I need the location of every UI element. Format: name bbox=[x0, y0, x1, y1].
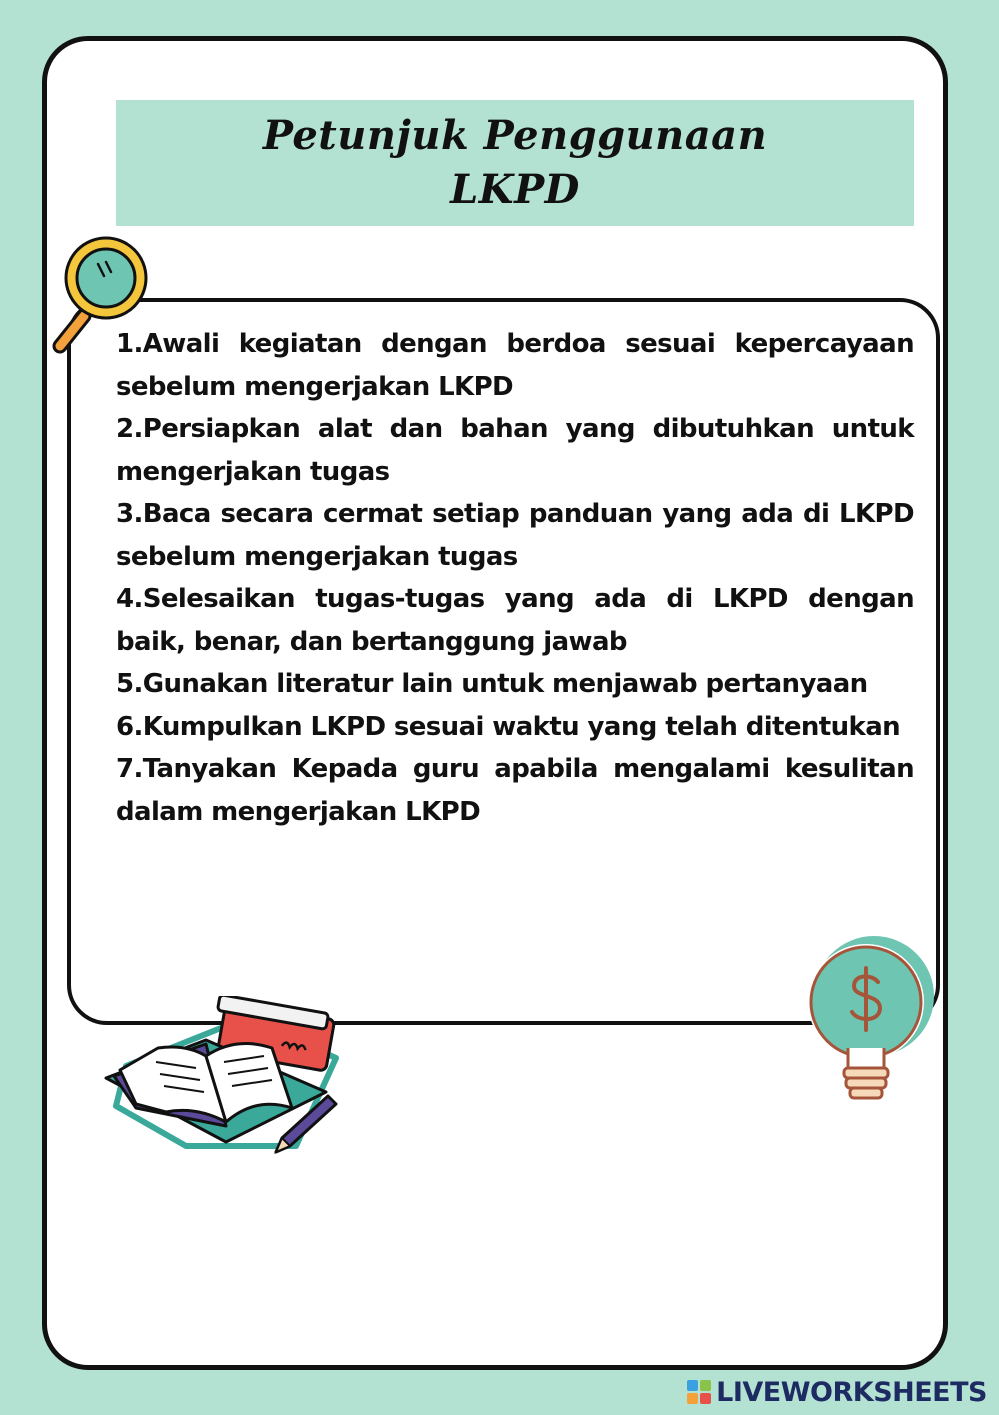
liveworksheets-logo-icon bbox=[686, 1379, 712, 1405]
lightbulb-dollar-icon bbox=[800, 930, 940, 1110]
instruction-step-7: 7.Tanyakan Kepada guru apabila mengalami kesulitan dalam mengerjakan LKPD bbox=[116, 754, 914, 827]
page-title-line-2: LKPD bbox=[450, 166, 580, 213]
instruction-step-2: 2.Persiapkan alat dan bahan yang dibutuhkan untuk mengerjakan tugas bbox=[116, 414, 914, 487]
watermark-text: LIVEWORKSHEETS bbox=[716, 1376, 987, 1408]
title-banner bbox=[116, 100, 914, 226]
liveworksheets-watermark bbox=[686, 1374, 987, 1410]
books-pencil-icon bbox=[96, 996, 346, 1166]
instruction-step-1: 1.Awali kegiatan dengan berdoa sesuai kepercayaan sebelum mengerjakan LKPD bbox=[116, 329, 914, 402]
instruction-step-4: 4.Selesaikan tugas-tugas yang ada di LKPD dengan baik, benar, dan bertanggung jawab bbox=[116, 584, 914, 657]
instruction-step-6: 6.Kumpulkan LKPD sesuai waktu yang telah ditentukan bbox=[116, 711, 901, 742]
page-title-line-1: Petunjuk Penggunaan bbox=[262, 112, 768, 159]
instruction-step-5: 5.Gunakan literatur lain untuk menjawab pertanyaan bbox=[116, 669, 868, 699]
instruction-step-3: 3.Baca secara cermat setiap panduan yang ada di LKPD sebelum mengerjakan tugas bbox=[116, 499, 914, 572]
instruction-list bbox=[116, 323, 914, 833]
